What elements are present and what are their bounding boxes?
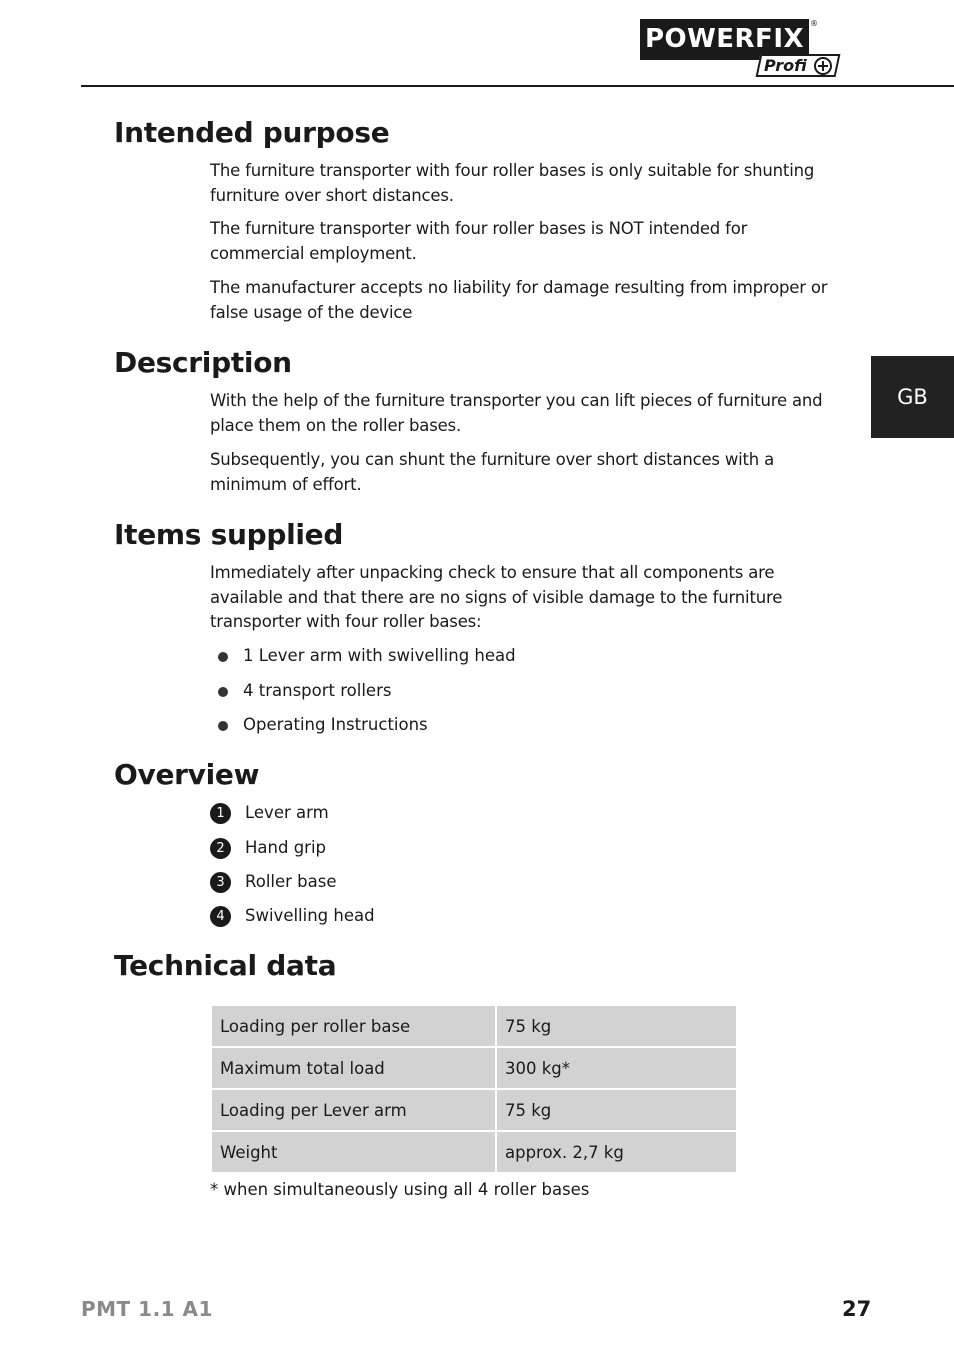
table-cell-label: Loading per roller base: [212, 1006, 495, 1046]
technical-data-table: [210, 1004, 738, 1174]
number-badge-icon: 2: [210, 838, 231, 859]
intended-purpose-paragraph-2: The furniture transporter with four roller bases is NOT intended for commercial employment.: [210, 219, 748, 263]
description-paragraph-2: Subsequently, you can shunt the furniture over short distances with a minimum of effort.: [210, 450, 775, 494]
logo-wordmark: POWERFIX: [640, 19, 809, 60]
description-paragraph-1: With the help of the furniture transporter you can lift pieces of furniture and place them on the roller bases.: [210, 391, 823, 435]
table-row: [212, 1048, 736, 1088]
plus-circle-icon: [814, 57, 832, 75]
footer-model-number: PMT 1.1 A1: [81, 1297, 213, 1321]
list-item-text: Operating Instructions: [243, 715, 428, 734]
table-cell-value: 75 kg: [497, 1090, 736, 1130]
page-number: 27: [842, 1297, 872, 1321]
overview-item-label: Hand grip: [245, 838, 327, 857]
table-cell-label: Maximum total load: [212, 1048, 495, 1088]
heading-technical-data: Technical data: [114, 949, 337, 982]
bullet-icon: [218, 721, 228, 731]
table-cell-label: Weight: [212, 1132, 495, 1172]
logo-registered-mark: ®: [810, 19, 818, 28]
heading-items-supplied: Items supplied: [114, 518, 344, 551]
overview-item-label: Roller base: [245, 872, 337, 891]
number-badge-icon: 1: [210, 803, 231, 824]
powerfix-logo: [640, 19, 840, 79]
table-footnote: * when simultaneously using all 4 roller bases: [210, 1180, 590, 1199]
bullet-icon: [218, 687, 228, 697]
table-row: [212, 1090, 736, 1130]
heading-overview: Overview: [114, 758, 260, 791]
table-row: [212, 1132, 736, 1172]
header-divider: [81, 85, 954, 87]
number-badge-icon: 4: [210, 906, 231, 927]
items-supplied-intro: Immediately after unpacking check to ensure that all components are available and that there are no signs of visible damage to the furniture transporter with four roller bases:: [210, 563, 783, 631]
intended-purpose-paragraph-3: The manufacturer accepts no liability for damage resulting from improper or false usage of the device: [210, 278, 828, 322]
list-item-text: 1 Lever arm with swivelling head: [243, 646, 516, 665]
table-cell-value: 300 kg*: [497, 1048, 736, 1088]
table-row: [212, 1006, 736, 1046]
table-cell-label: Loading per Lever arm: [212, 1090, 495, 1130]
number-badge-icon: 3: [210, 872, 231, 893]
list-item-text: 4 transport rollers: [243, 681, 392, 700]
heading-intended-purpose: Intended purpose: [114, 116, 390, 149]
overview-item-label: Swivelling head: [245, 906, 375, 925]
table-cell-value: approx. 2,7 kg: [497, 1132, 736, 1172]
overview-item-label: Lever arm: [245, 803, 329, 822]
heading-description: Description: [114, 346, 292, 379]
language-tab: GB: [871, 356, 954, 438]
bullet-icon: [218, 652, 228, 662]
logo-sub-text: Profi: [764, 56, 807, 75]
table-cell-value: 75 kg: [497, 1006, 736, 1046]
intended-purpose-paragraph-1: The furniture transporter with four roller bases is only suitable for shunting furniture over short distances.: [210, 161, 815, 205]
